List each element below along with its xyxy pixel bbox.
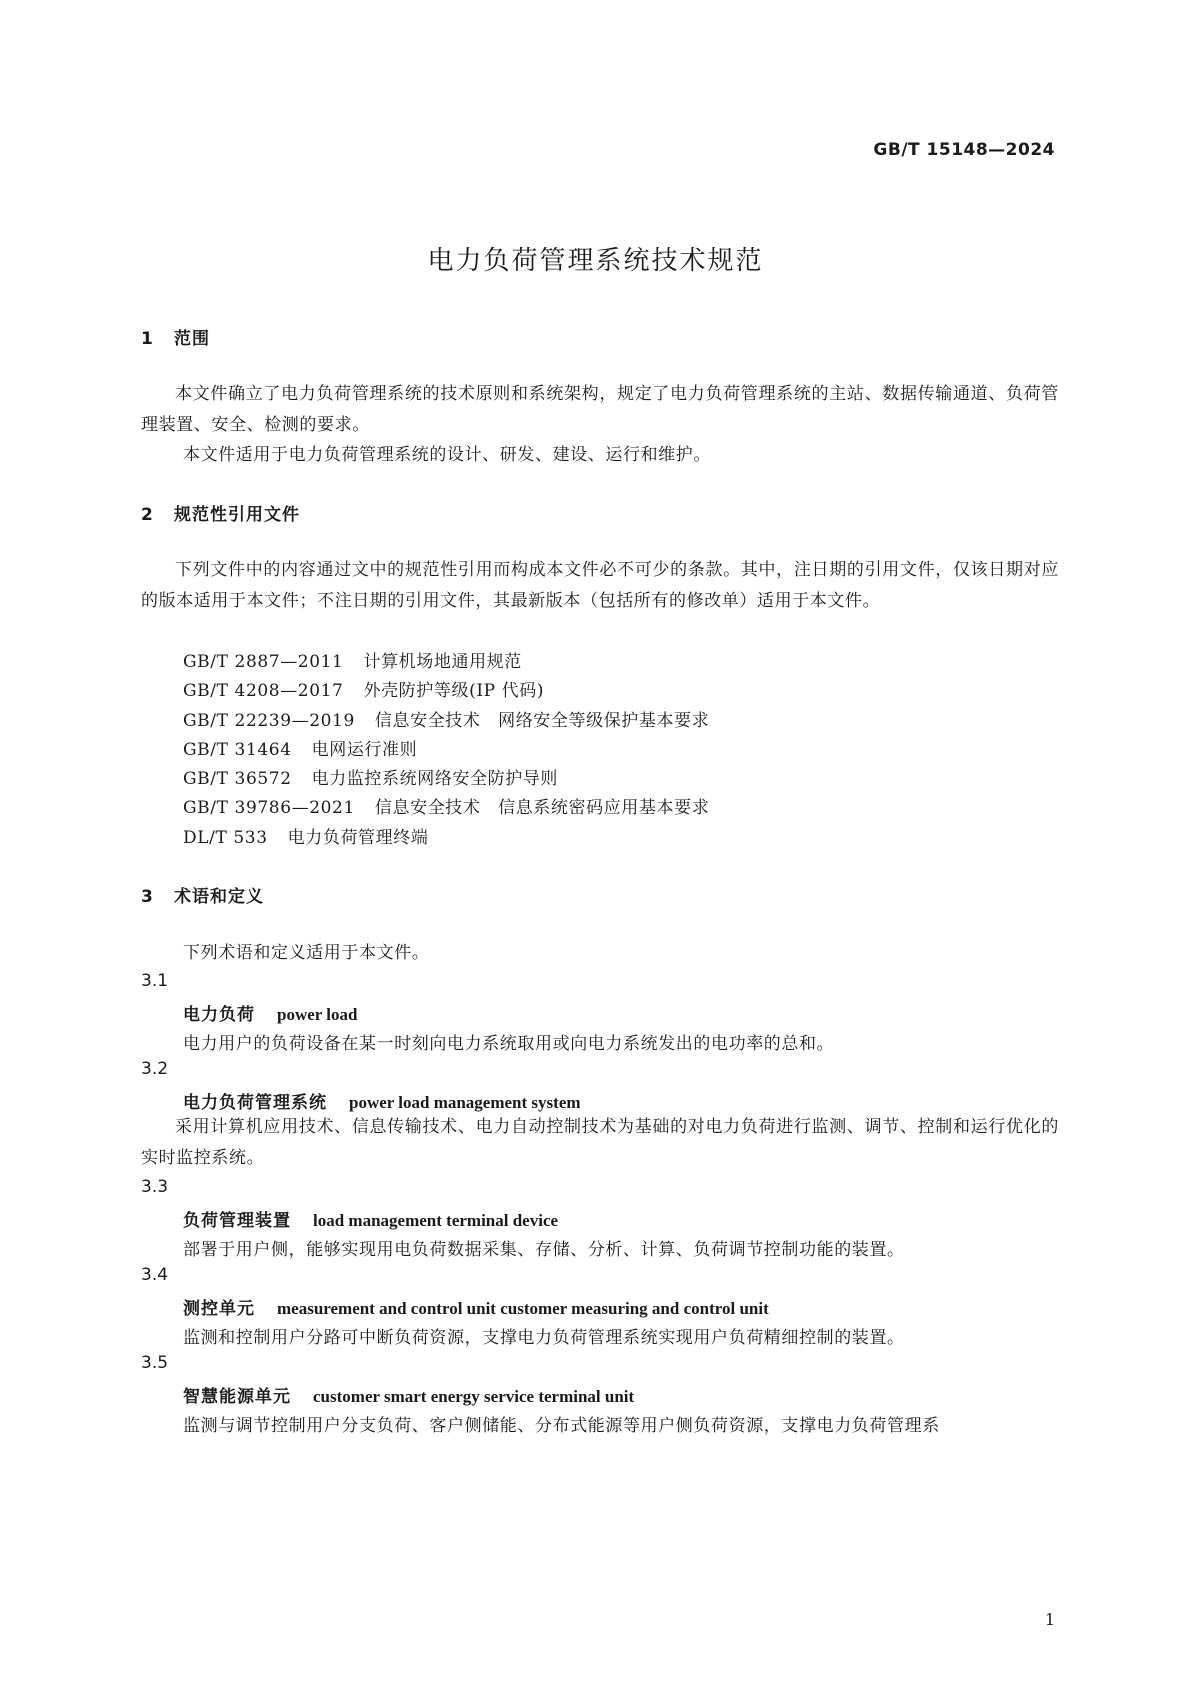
term-name-zh: 负荷管理装置: [183, 1211, 291, 1231]
reference-code: DL/T 533: [183, 828, 268, 848]
term-definition: 采用计算机应用技术、信息传输技术、电力自动控制技术为基础的对电力负荷进行监测、调节、控制和运行优化的实时监控系统。: [141, 1117, 1059, 1168]
reference-title: 电力负荷管理终端: [287, 828, 429, 848]
reference-code: GB/T 39786—2021: [183, 798, 355, 818]
standard-number: GB/T 15148—2024: [873, 140, 1055, 160]
section-title: 范围: [174, 329, 210, 349]
reference-item: [183, 706, 709, 731]
document-title: 电力负荷管理系统技术规范: [427, 246, 764, 276]
reference-item: [183, 764, 558, 789]
terms-intro: 下列术语和定义适用于本文件。: [183, 943, 430, 963]
section-title: 规范性引用文件: [174, 505, 300, 525]
section-3-heading: [141, 882, 264, 907]
term-name: [183, 1294, 769, 1319]
page-number: 1: [1044, 1610, 1055, 1629]
section-title: 术语和定义: [174, 887, 264, 907]
reference-item: [183, 676, 544, 701]
term-name: [183, 1000, 357, 1025]
reference-code: GB/T 36572: [183, 769, 292, 789]
scope-paragraph-1: 本文件确立了电力负荷管理系统的技术原则和系统架构，规定了电力负荷管理系统的主站、数据传输通道、负荷管理装置、安全、检测的要求。: [141, 384, 1059, 435]
reference-code: GB/T 22239—2019: [183, 711, 355, 731]
reference-code: GB/T 31464: [183, 740, 292, 760]
term-name-zh: 电力负荷管理系统: [183, 1093, 327, 1113]
reference-item: [183, 735, 417, 760]
section-1-heading: [141, 324, 210, 349]
term-name: [183, 1206, 558, 1231]
section-number: 2: [141, 505, 154, 525]
term-definition: 监测和控制用户分路可中断负荷资源，支撑电力负荷管理系统实现用户负荷精细控制的装置。: [183, 1328, 905, 1348]
section-2-heading: [141, 500, 300, 525]
reference-title: 外壳防护等级(IP 代码): [363, 681, 545, 701]
reference-item: [183, 647, 522, 672]
section-number: 1: [141, 329, 154, 349]
term-name-zh: 电力负荷: [183, 1005, 255, 1025]
reference-title: 电力监控系统网络安全防护导则: [311, 769, 559, 789]
term-name-en: measurement and control unit customer measuring and control unit: [277, 1299, 769, 1318]
reference-item: [183, 793, 709, 818]
term-definition: 监测与调节控制用户分支负荷、客户侧储能、分布式能源等用户侧负荷资源，支撑电力负荷管理系: [183, 1416, 940, 1436]
term-name-zh: 测控单元: [183, 1299, 255, 1319]
term-name-zh: 智慧能源单元: [183, 1387, 291, 1407]
term-name: [183, 1088, 581, 1113]
term-definition: 电力用户的负荷设备在某一时刻向电力系统取用或向电力系统发出的电功率的总和。: [183, 1034, 835, 1054]
section-number: 3: [141, 887, 154, 907]
term-name-en: power load management system: [349, 1093, 581, 1112]
term-number: 3.2: [141, 1059, 169, 1079]
reference-title: 电网运行准则: [311, 740, 418, 760]
term-number: 3.5: [141, 1353, 169, 1373]
term-name-en: power load: [277, 1005, 358, 1024]
term-name-en: load management terminal device: [313, 1211, 559, 1230]
reference-title: 信息安全技术 信息系统密码应用基本要求: [374, 798, 710, 818]
normative-intro-paragraph: 下列文件中的内容通过文中的规范性引用而构成本文件必不可少的条款。其中，注日期的引用文件，仅该日期对应的版本适用于本文件；不注日期的引用文件，其最新版本（包括所有的修改单）适用于本文件。: [141, 560, 1059, 611]
reference-code: GB/T 4208—2017: [183, 681, 344, 701]
reference-item: [183, 823, 428, 848]
term-number: 3.3: [141, 1177, 169, 1197]
term-name-en: customer smart energy service terminal unit: [313, 1387, 635, 1406]
term-name: [183, 1382, 634, 1407]
term-number: 3.4: [141, 1265, 169, 1285]
reference-code: GB/T 2887—2011: [183, 652, 344, 672]
term-definition: 部署于用户侧，能够实现用电负荷数据采集、存储、分析、计算、负荷调节控制功能的装置。: [183, 1240, 905, 1260]
reference-title: 信息安全技术 网络安全等级保护基本要求: [374, 711, 710, 731]
reference-title: 计算机场地通用规范: [363, 652, 522, 672]
term-number: 3.1: [141, 971, 169, 991]
scope-paragraph-2: 本文件适用于电力负荷管理系统的设计、研发、建设、运行和维护。: [183, 445, 711, 465]
